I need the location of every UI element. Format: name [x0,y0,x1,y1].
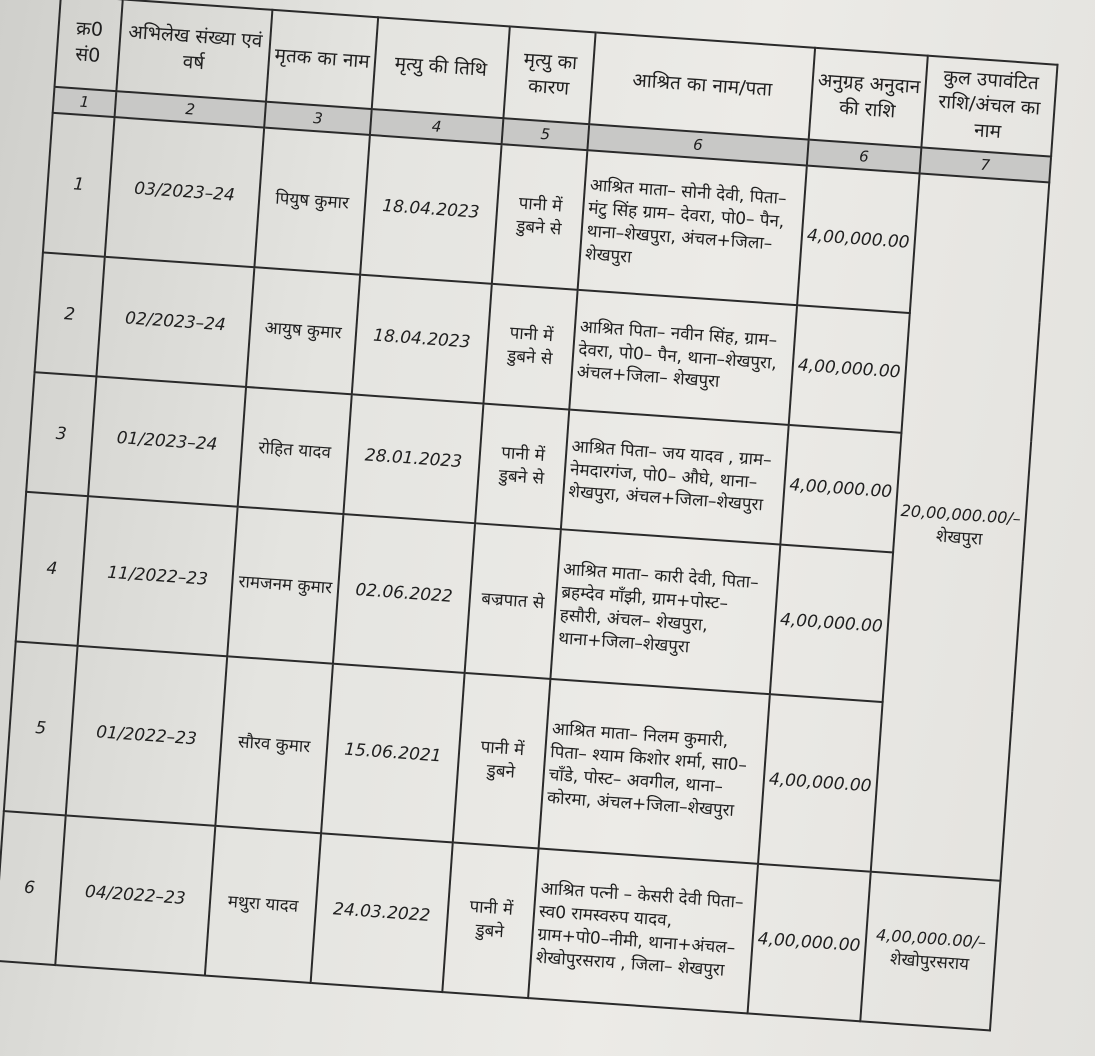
deceased-name: सौरव कुमार [215,656,333,833]
serial-number: 1 [43,113,115,257]
column-number: 1 [53,87,117,117]
death-cause: बज्रपात से [465,523,561,679]
death-date: 15.06.2021 [321,664,465,843]
header-deceased-name: मृतक का नाम [266,10,378,109]
death-cause: पानी में डुबने [442,842,538,998]
dependent-details: आश्रित माता– कारी देवी, पिता– ब्रहम्देव माँझी, ग्राम+पोस्ट– हसौरी, अंचल– शेखपुरा, थाना+जिला–शेखपुरा [550,529,780,694]
death-date: 24.03.2022 [311,833,453,992]
column-number: 2 [115,91,266,127]
area-name: शेखपुरा [935,526,984,550]
dependent-details: आश्रित माता– सोनी देवी, पिता– मंटु सिंह ग्राम– देवरा, पो0– पैन, थाना–शेखपुरा, अंचल+जिला– शेखपुरा [578,150,807,305]
grant-amount: 4,00,000.00 [770,545,893,702]
death-cause: पानी में डुबने से [475,404,569,530]
serial-number: 2 [35,252,105,376]
death-date: 02.06.2022 [333,514,475,673]
header-total-area: कुल उपावंटित राशि/अंचल का नाम [921,56,1057,157]
record-number: 02/2023–24 [96,257,254,387]
column-number: 3 [264,102,372,135]
deceased-name: आयुष कुमार [246,267,360,394]
record-number: 01/2023–24 [88,376,246,506]
death-date: 28.01.2023 [343,394,483,523]
grant-amount: 4,00,000.00 [789,305,910,433]
serial-number: 5 [4,641,78,815]
total-amount: 4,00,000.00/– [875,925,987,952]
record-number: 01/2022–23 [66,646,227,826]
column-number: 5 [502,118,590,150]
column-number: 6 [807,140,921,174]
column-number: 4 [370,109,503,144]
grant-amount: 4,00,000.00 [797,166,919,314]
dependent-details: आश्रित पिता– जय यादव , ग्राम–नेमदारगंज, पो0– औघे, थाना–शेखपुरा, अंचल+जिला–शेखपुरा [561,410,789,545]
death-date: 18.04.2023 [352,275,492,404]
deceased-name: पियुष कुमार [254,128,370,275]
dependent-details: आश्रित पत्नी – केसरी देवी पिता–स्व0 रामस्वरुप यादव, ग्राम+पो0–नीमी, थाना+अंचल–शेखोपुरसराय , जिला– शेखपुरा [528,848,758,1013]
total-allotted-cell [860,872,1000,1031]
death-date: 18.04.2023 [360,135,501,284]
column-number: 7 [919,147,1051,182]
serial-number: 6 [0,811,66,965]
serial-number: 3 [26,372,96,496]
record-number: 04/2022–23 [55,815,215,975]
column-number: 6 [587,124,808,165]
serial-number: 4 [16,492,88,646]
area-name: शेखोपुरसराय [889,949,970,975]
header-dependent: आश्रित का नाम/पता [589,32,815,139]
header-serial: क्र0 सं0 [55,0,123,91]
deceased-name: रोहित यादव [238,387,352,514]
header-death-date: मृत्यु की तिथि [372,17,510,118]
grant-amount: 4,00,000.00 [758,694,882,871]
total-amount: 20,00,000.00/– [900,500,1022,529]
dependent-details: आश्रित माता– निलम कुमारी, पिता– श्याम किशोर शर्मा, सा0– चाँडे, पोस्ट– अवगील, थाना– कोरमा, अंचल+जिला–शेखपुरा [539,679,770,864]
record-number: 03/2023–24 [105,117,264,267]
grant-amount: 4,00,000.00 [748,864,871,1021]
death-cause: पानी में डुबने से [483,284,577,410]
record-number: 11/2022–23 [78,496,238,656]
header-record: अभिलेख संख्या एवं वर्ष [116,0,272,102]
header-grant-amount: अनुग्रह अनुदान की राशि [809,48,928,148]
death-cause: पानी में डुबने से [492,144,588,290]
deceased-name: मथुरा यादव [205,826,321,983]
grant-amount: 4,00,000.00 [780,425,901,553]
header-death-cause: मृत्यु का कारण [503,26,595,124]
death-cause: पानी में डुबने [453,673,551,849]
deceased-name: रामजनम कुमार [227,507,343,664]
dependent-details: आश्रित पिता– नवीन सिंह, ग्राम– देवरा, पो0– पैन, थाना–शेखपुरा, अंचल+जिला– शेखपुरा [569,290,797,425]
